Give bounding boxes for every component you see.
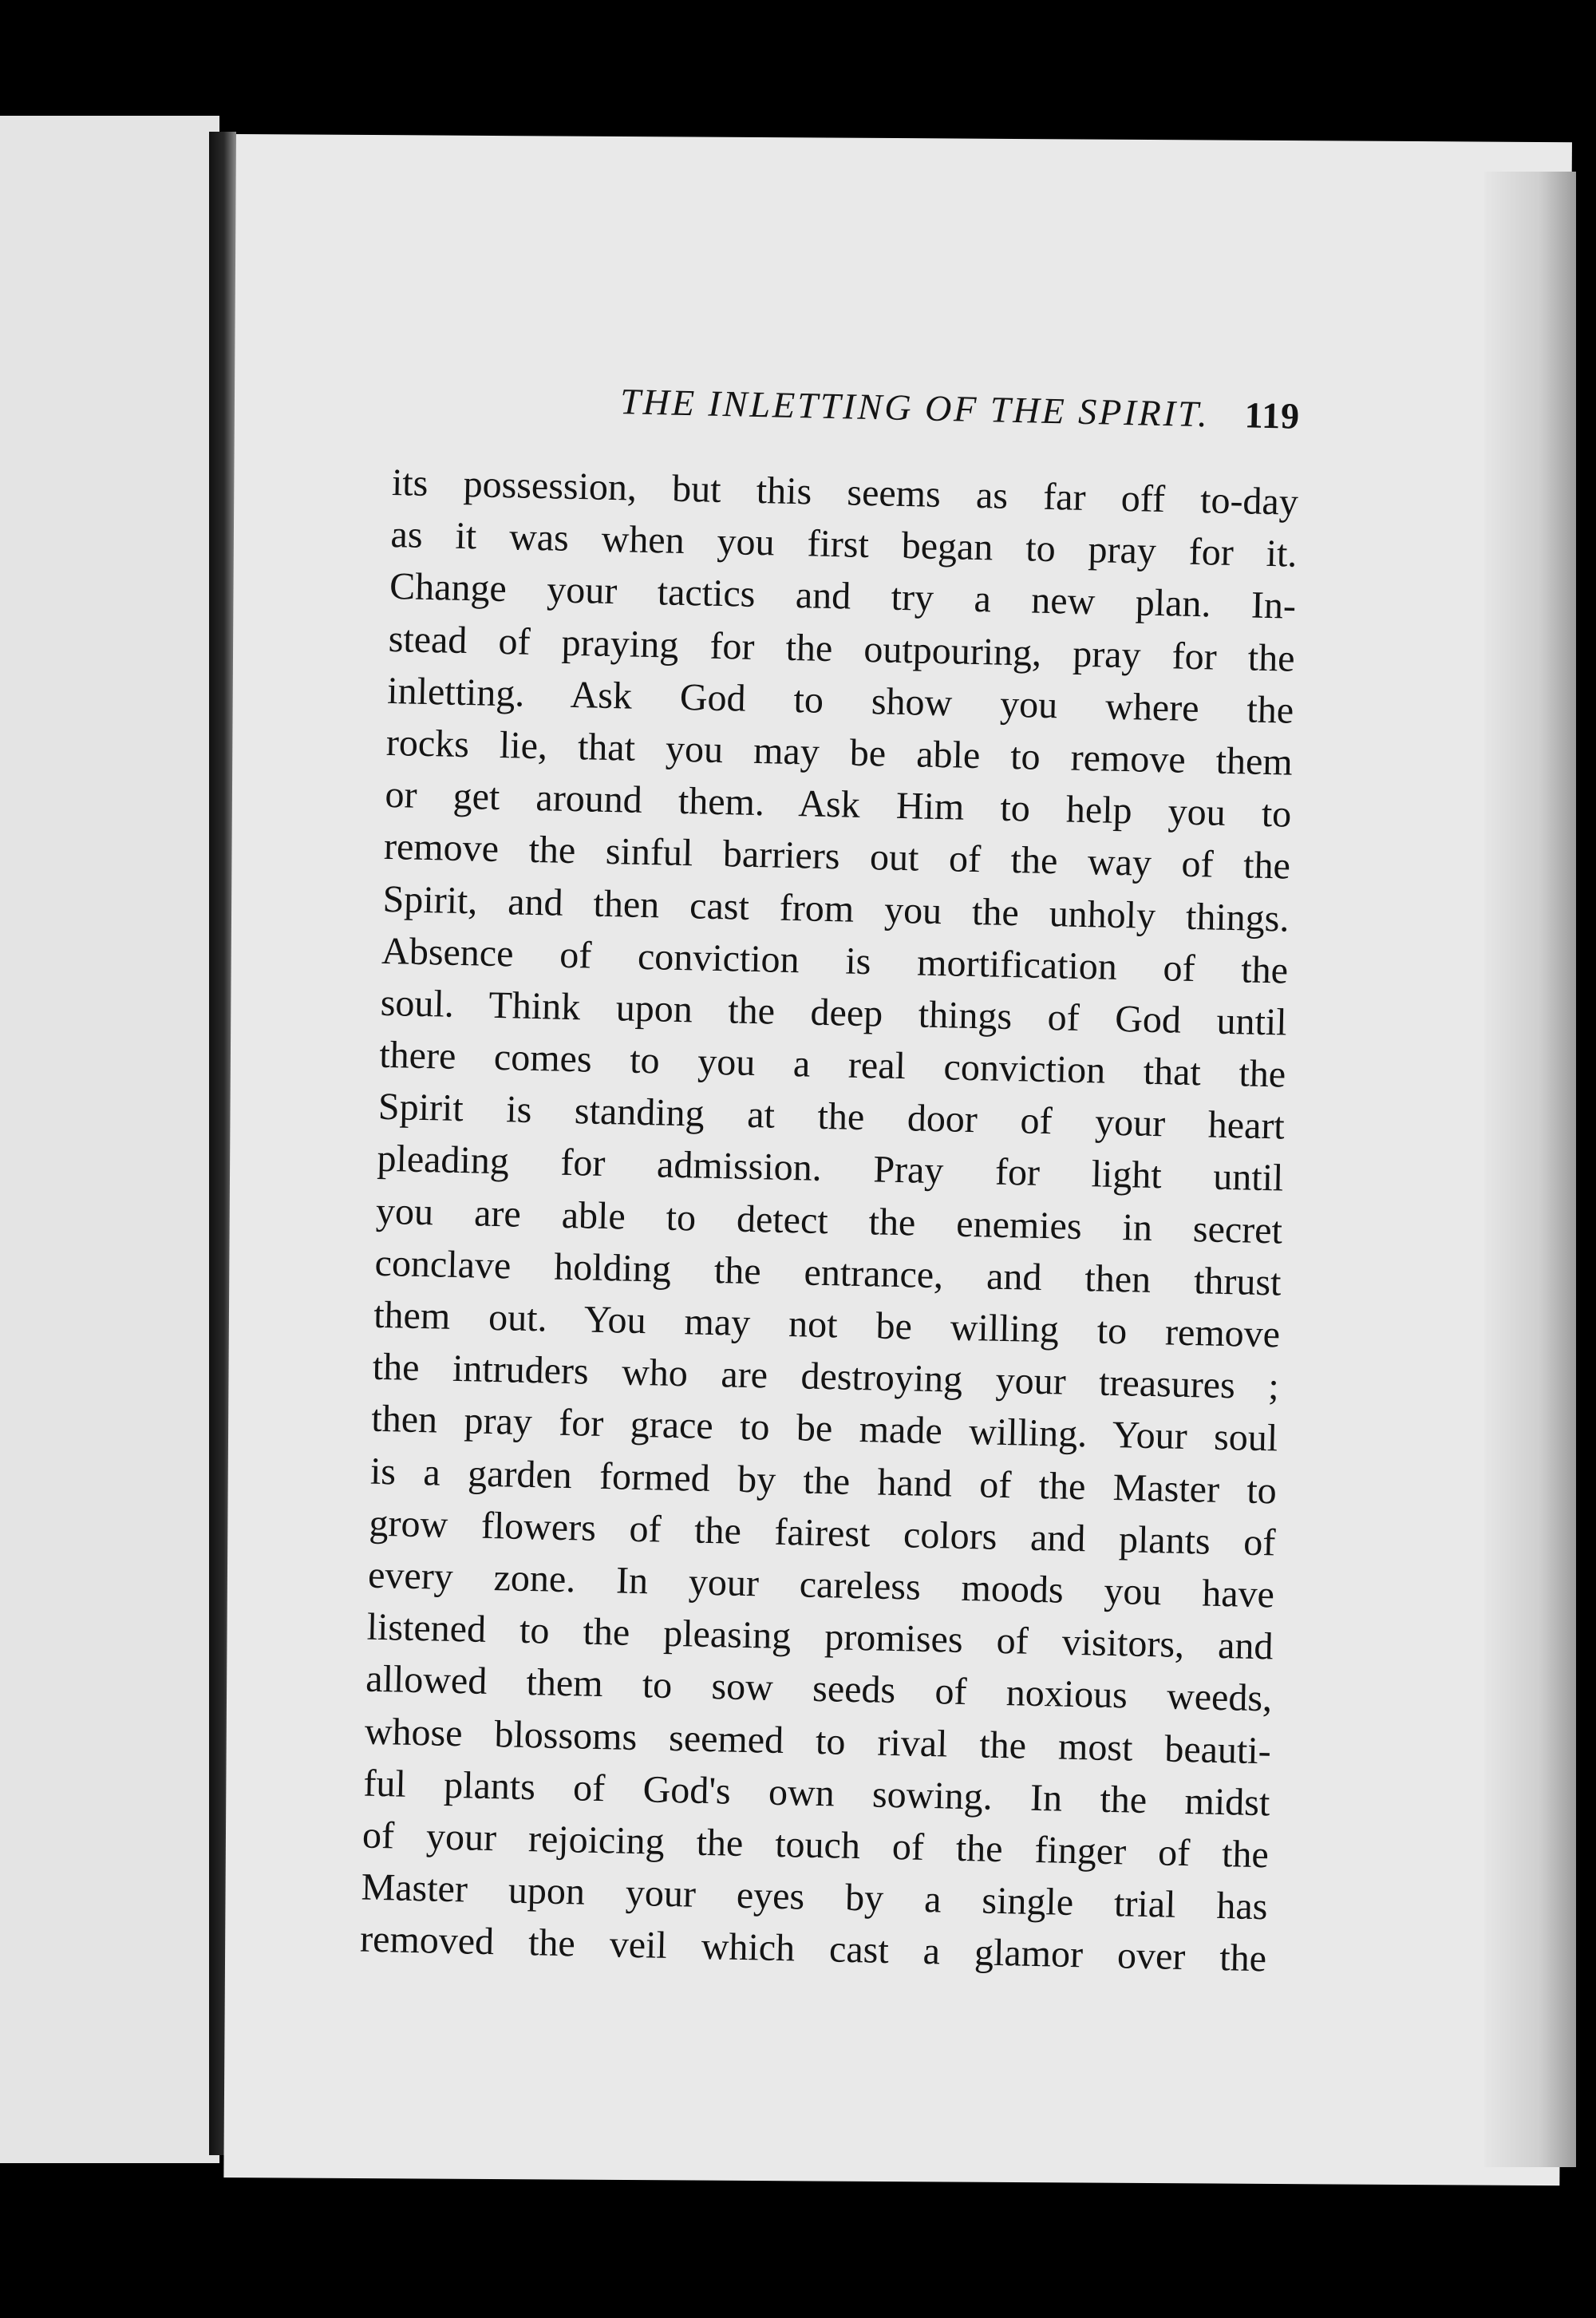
text-line: is a garden formed by the hand of the Master to <box>369 1450 1278 1513</box>
text-line: grow flowers of the fairest colors and plants of <box>369 1501 1276 1564</box>
text-line: Spirit is standing at the door of your heart <box>377 1086 1286 1148</box>
page-edge-shadow <box>1484 172 1576 2167</box>
text-line: its possession, but this seems as far off to-day <box>391 461 1299 524</box>
text-line: as it was when you first began to pray for it. <box>390 513 1298 576</box>
text-line: conclave holding the entrance, and then thrust <box>374 1241 1282 1304</box>
text-line: whose blossoms seemed to rival the most beauti- <box>364 1710 1272 1772</box>
text-line: of your rejoicing the touch of the finger of the <box>361 1814 1270 1877</box>
text-line: there comes to you a real conviction that the <box>378 1033 1286 1096</box>
text-line: remove the sinful barriers out of the way of the <box>383 825 1291 888</box>
text-line: listened to the pleasing promises of visitors, and <box>366 1605 1274 1668</box>
facing-page-fragment <box>0 116 219 2163</box>
text-line: them out. You may not be willing to remove <box>373 1293 1281 1356</box>
text-line: soul. Think upon the deep things of God until <box>380 981 1288 1044</box>
text-line: Master upon your eyes by a single trial has <box>361 1865 1268 1928</box>
running-head-title: THE INLETTING OF THE SPIRIT. <box>619 381 1211 435</box>
body-paragraph <box>360 457 1299 1985</box>
text-line: removed the veil which cast a glamor over the <box>359 1917 1267 1980</box>
text-line: stead of praying for the outpouring, pray for the <box>388 617 1296 680</box>
text-line: you are able to detect the enemies in secret <box>375 1189 1283 1252</box>
text-line: inletting. Ask God to show you where the <box>386 669 1294 732</box>
text-line: rocks lie, that you may be able to remove them <box>385 721 1294 784</box>
text-line: Absence of conviction is mortification of the <box>381 929 1289 992</box>
text-line: or get around them. Ask Him to help you to <box>384 773 1292 836</box>
text-line: ful plants of God's own sowing. In the midst <box>362 1762 1270 1825</box>
text-line: then pray for grace to be made willing. Your soul <box>370 1398 1278 1460</box>
text-line: allowed them to sow seeds of noxious weeds, <box>365 1657 1273 1720</box>
page-number: 119 <box>1244 394 1301 437</box>
text-line: the intruders who are destroying your treasures ; <box>372 1345 1280 1408</box>
text-line: every zone. In your careless moods you have <box>367 1553 1275 1616</box>
text-line: Spirit, and then cast from you the unholy things. <box>382 877 1290 940</box>
text-line: Change your tactics and try a new plan. In- <box>389 565 1297 628</box>
page-text-block <box>360 375 1301 1985</box>
text-line: pleading for admission. Pray for light until <box>377 1137 1284 1200</box>
